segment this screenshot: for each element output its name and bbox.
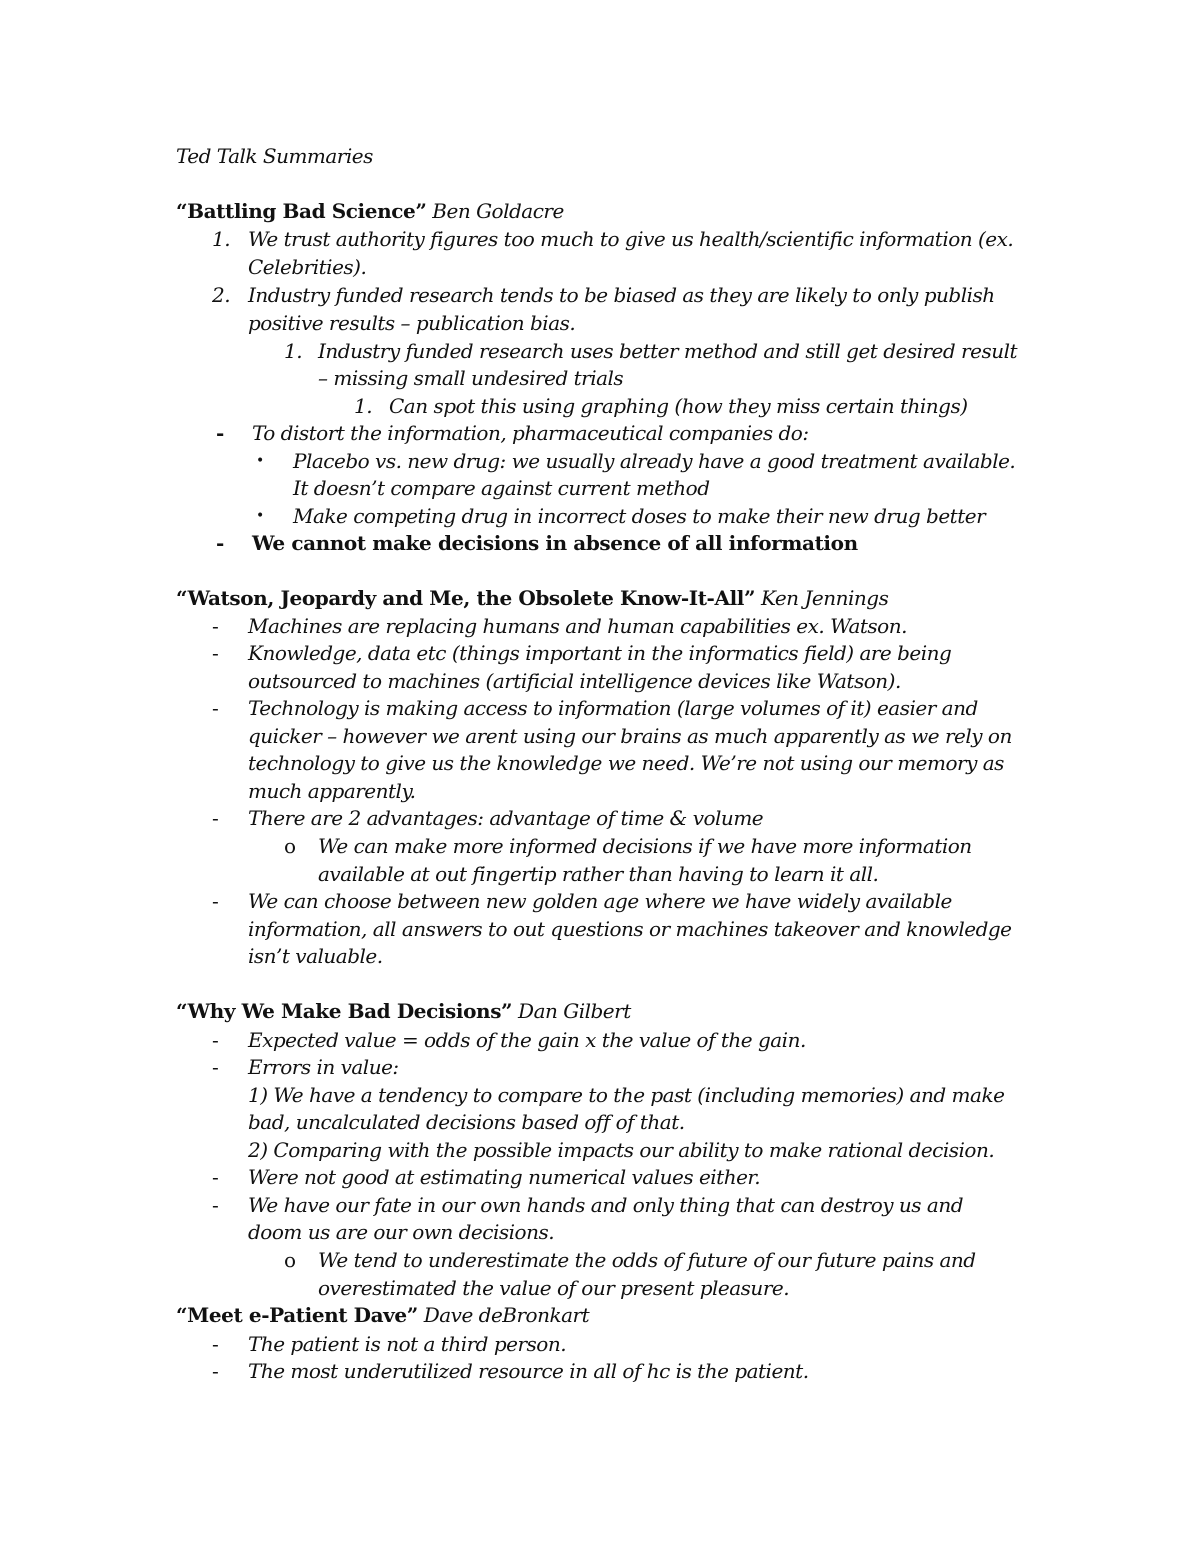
speaker-name: Dan Gilbert	[518, 999, 631, 1023]
talk-title: “Why We Make Bad Decisions”	[176, 999, 513, 1023]
list-item-line: To distort the information, pharmaceutical companies do:	[252, 421, 809, 445]
list-item-line: Industry funded research uses better method and still get desired result	[318, 339, 1018, 363]
list-item-line: We have our fate in our own hands and only thing that can destroy us and	[248, 1193, 963, 1217]
list-item-line: Technology is making access to information (large volumes of it) easier and	[248, 696, 978, 720]
list-item-line: 2) Comparing with the possible impacts our ability to make rational decision.	[248, 1138, 995, 1162]
list-item-line: Can spot this using graphing (how they miss certain things)	[389, 394, 968, 418]
list-item-line: Placebo vs. new drug: we usually already have a good treatment available.	[293, 449, 1016, 473]
page-title: Ted Talk Summaries	[176, 144, 373, 168]
dash-bullet: -	[212, 1193, 219, 1217]
list-marker: 1.	[284, 339, 303, 363]
dash-bullet: -	[212, 806, 219, 830]
dash-bullet: -	[212, 1055, 219, 1079]
list-item-line: We tend to underestimate the odds of future of our future pains and	[318, 1248, 976, 1272]
list-item-line: technology to give us the knowledge we need. We’re not using our memory as	[248, 751, 1004, 775]
list-item-line: doom us are our own decisions.	[248, 1220, 555, 1244]
section-heading	[176, 197, 564, 225]
list-item-line: The most underutilized resource in all of hc is the patient.	[248, 1359, 809, 1383]
dash-bullet: -	[212, 614, 219, 638]
list-item-line: It doesn’t compare against current method	[293, 476, 710, 500]
dot-bullet: •	[256, 508, 265, 524]
list-item-line: Make competing drug in incorrect doses to make their new drug better	[293, 504, 986, 528]
dash-bullet: -	[212, 641, 219, 665]
speaker-name: Ben Goldacre	[432, 199, 564, 223]
talk-title: “Battling Bad Science”	[176, 199, 427, 223]
list-item-line: Expected value = odds of the gain x the value of the gain.	[248, 1028, 806, 1052]
list-item-line: Machines are replacing humans and human capabilities ex. Watson.	[248, 614, 907, 638]
list-item-line: Were not good at estimating numerical values either.	[248, 1165, 761, 1189]
list-item-line: bad, uncalculated decisions based off of that.	[248, 1110, 685, 1134]
list-item-line: We can make more informed decisions if we have more information	[318, 834, 972, 858]
list-item-line: outsourced to machines (artificial intelligence devices like Watson).	[248, 669, 901, 693]
list-item-line: quicker – however we arent using our brains as much apparently as we rely on	[248, 724, 1012, 748]
dash-bullet: -	[212, 1332, 219, 1356]
speaker-name: Dave deBronkart	[423, 1303, 590, 1327]
dash-bullet: -	[212, 696, 219, 720]
talk-title: “Meet e-Patient Dave”	[176, 1303, 418, 1327]
list-item-line: We can choose between new golden age where we have widely available	[248, 889, 952, 913]
section-heading	[176, 584, 888, 612]
talk-title: “Watson, Jeopardy and Me, the Obsolete Know-It-All”	[176, 586, 756, 610]
list-marker: 1.	[354, 394, 373, 418]
list-item-line: We trust authority figures too much to give us health/scientific information (ex.	[248, 227, 1014, 251]
section-heading	[176, 997, 631, 1025]
list-item-line: Knowledge, data etc (things important in the informatics field) are being	[248, 641, 952, 665]
list-item-line: – missing small undesired trials	[318, 366, 624, 390]
dash-bullet: -	[216, 531, 225, 555]
circle-bullet: o	[284, 1248, 297, 1272]
dash-bullet: -	[216, 421, 225, 445]
list-item-line: positive results – publication bias.	[248, 311, 576, 335]
list-item-line: 1) We have a tendency to compare to the past (including memories) and make	[248, 1083, 1005, 1107]
dash-bullet: -	[212, 1028, 219, 1052]
key-takeaway: We cannot make decisions in absence of all information	[252, 531, 858, 555]
dot-bullet: •	[256, 453, 265, 469]
list-item-line: overestimated the value of our present pleasure.	[318, 1276, 790, 1300]
list-item-line: information, all answers to out questions or machines takeover and knowledge	[248, 917, 1012, 941]
speaker-name: Ken Jennings	[760, 586, 889, 610]
list-marker: 1.	[212, 227, 231, 251]
list-item-line: much apparently.	[248, 779, 416, 803]
section-heading	[176, 1301, 589, 1329]
list-item-line: There are 2 advantages: advantage of time & volume	[248, 806, 764, 830]
list-item-line: available at out fingertip rather than having to learn it all.	[318, 862, 879, 886]
circle-bullet: o	[284, 834, 297, 858]
list-item-line: Errors in value:	[248, 1055, 399, 1079]
dash-bullet: -	[212, 1359, 219, 1383]
dash-bullet: -	[212, 1165, 219, 1189]
dash-bullet: -	[212, 889, 219, 913]
list-item-line: The patient is not a third person.	[248, 1332, 567, 1356]
list-item-line: isn’t valuable.	[248, 944, 383, 968]
list-item-line: Industry funded research tends to be biased as they are likely to only publish	[248, 283, 995, 307]
list-marker: 2.	[212, 283, 231, 307]
list-item-line: Celebrities).	[248, 255, 367, 279]
